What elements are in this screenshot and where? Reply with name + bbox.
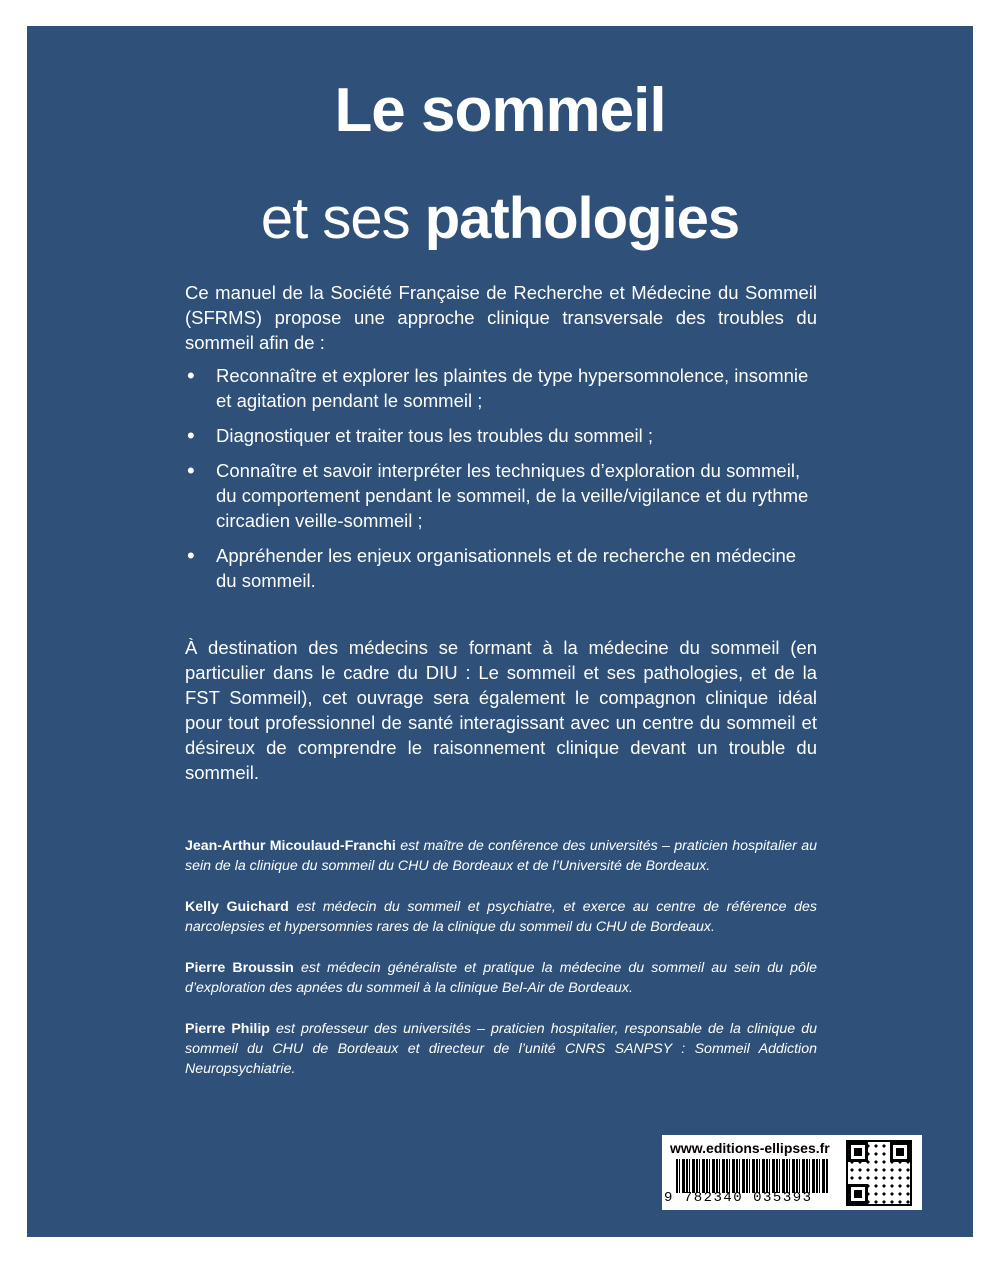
- intro-paragraph: Ce manuel de la Société Française de Recherche et Médecine du Sommeil (SFRMS) propose une approche clinique transversale des troubles du sommeil afin de :: [185, 282, 817, 353]
- isbn-number: 9 782340 035393: [664, 1190, 813, 1206]
- bullet-icon: •: [187, 458, 195, 483]
- list-item: [185, 363, 817, 413]
- qr-code-icon: [848, 1142, 910, 1204]
- author-description: est maître de conférence des universités – praticien hospitalier au sein de la clinique du sommeil du CHU de Bordeaux et de l’Université de Bordeaux.: [185, 838, 817, 874]
- objectives-list: [185, 363, 817, 603]
- title-line-1: Le sommeil: [334, 76, 666, 145]
- list-item: [185, 423, 817, 448]
- list-item-text: Reconnaître et explorer les plaintes de type hypersomnolence, insomnie et agitation pendant le sommeil ;: [216, 365, 809, 411]
- qr-finder: [848, 1142, 868, 1162]
- list-item-text: Connaître et savoir interpréter les techniques d’exploration du sommeil, du comportement pendant le sommeil, de la veille/vigilance et du rythme circadien veille-sommeil ;: [216, 460, 809, 531]
- author-description: est médecin généraliste et pratique la médecine du sommeil au sein du pôle d’exploration des apnées du sommeil à la clinique Bel-Air de Bordeaux.: [185, 960, 817, 996]
- back-cover: [27, 26, 973, 1237]
- author-name: Kelly Guichard: [185, 899, 289, 915]
- list-item-text: Appréhender les enjeux organisationnels et de recherche en médecine du sommeil.: [216, 545, 797, 591]
- bullet-icon: •: [187, 363, 195, 388]
- author-bio: [185, 836, 817, 876]
- author-bio: [185, 897, 817, 937]
- author-bio: [185, 1019, 817, 1079]
- author-name: Jean-Arthur Micoulaud-Franchi: [185, 838, 396, 854]
- bullet-icon: •: [187, 543, 195, 568]
- publisher-badge: [662, 1135, 922, 1210]
- author-name: Pierre Broussin: [185, 960, 294, 976]
- list-item: [185, 458, 817, 533]
- author-name: Pierre Philip: [185, 1021, 270, 1037]
- list-item: [185, 543, 817, 593]
- author-description: est professeur des universités – praticien hospitalier, responsable de la clinique du sommeil du CHU de Bordeaux et directeur de l’unité CNRS SANPSY : Sommeil Addiction Neuropsychiatrie.: [185, 1021, 817, 1077]
- barcode-icon: [676, 1159, 828, 1193]
- qr-finder: [848, 1184, 868, 1204]
- author-bio: [185, 958, 817, 998]
- title-light: et ses: [260, 186, 410, 251]
- qr-finder: [890, 1142, 910, 1162]
- list-item-text: Diagnostiquer et traiter tous les troubles du sommeil ;: [216, 425, 654, 446]
- publisher-url[interactable]: www.editions-ellipses.fr: [670, 1140, 830, 1156]
- bullet-icon: •: [187, 423, 195, 448]
- author-description: est médecin du sommeil et psychiatre, et exerce au centre de référence des narcolepsies et hypersomnies rares de la clinique du sommeil du CHU de Bordeaux.: [185, 899, 817, 935]
- title-line-2: [27, 184, 973, 254]
- destination-paragraph: À destination des médecins se formant à la médecine du sommeil (en particulier dans le cadre du DIU : Le sommeil et ses pathologies, et de la FST Sommeil), cet ouvrage sera également le compagnon clinique idéal pour tout professionnel de santé interagissant avec un centre du sommeil et désireux de comprendre le raisonnement clinique devant un trouble du sommeil.: [185, 637, 817, 783]
- title-bold: pathologies: [424, 186, 740, 251]
